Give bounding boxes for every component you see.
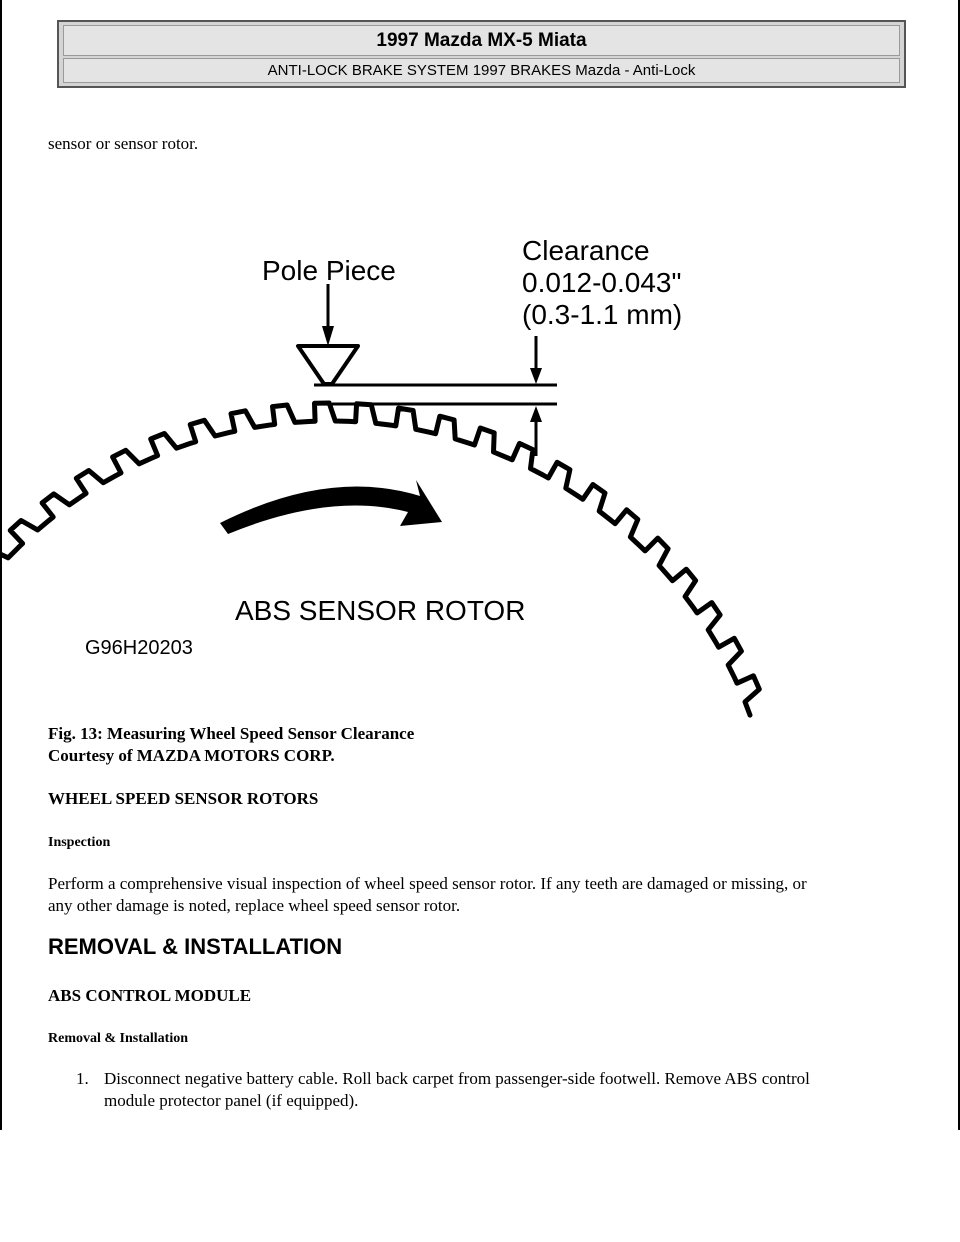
subsection-heading-removal: Removal & Installation: [48, 1031, 188, 1046]
header-title: 1997 Mazda MX-5 Miata: [376, 29, 587, 51]
pole-piece-arrowhead: [322, 326, 334, 346]
figure-sensor-clearance: [70, 228, 683, 668]
page-border-left: [0, 0, 2, 1130]
section-heading-abs-module: ABS CONTROL MODULE: [48, 986, 252, 1005]
inspection-text-line-2: any other damage is noted, replace wheel speed sensor rotor.: [48, 896, 461, 915]
label-figure-code: G96H20203: [85, 637, 193, 659]
label-clearance: Clearance: [522, 235, 650, 266]
step-1-line-2: module protector panel (if equipped).: [104, 1091, 359, 1110]
header-subtitle-bar: [63, 58, 900, 83]
page-header: [57, 20, 906, 88]
figure-diagram: [70, 228, 683, 668]
step-1-line-1: Disconnect negative battery cable. Roll back carpet from passenger-side footwell. Remove ABS control: [104, 1069, 810, 1088]
clearance-arrowhead-down: [530, 368, 542, 384]
pole-piece-shape: [298, 346, 358, 384]
rotor-teeth: [0, 403, 759, 715]
inspection-text-line-1: Perform a comprehensive visual inspection of wheel speed sensor rotor. If any teeth are damaged or missing, or: [48, 874, 807, 893]
intro-fragment: sensor or sensor rotor.: [48, 134, 199, 153]
subsection-heading-inspection: Inspection: [48, 835, 111, 850]
label-abs-sensor-rotor: ABS SENSOR ROTOR: [235, 595, 526, 626]
step-1-number: 1.: [76, 1069, 89, 1088]
header-title-bar: [63, 25, 900, 56]
figure-courtesy: Courtesy of MAZDA MOTORS CORP.: [48, 746, 335, 765]
label-clearance-mm: (0.3-1.1 mm): [522, 299, 683, 330]
section-heading-removal: REMOVAL & INSTALLATION: [48, 934, 343, 959]
header-subtitle: ANTI-LOCK BRAKE SYSTEM 1997 BRAKES Mazda - Anti-Lock: [267, 62, 696, 79]
section-heading-rotors: WHEEL SPEED SENSOR ROTORS: [48, 789, 319, 808]
label-pole-piece: Pole Piece: [262, 255, 396, 286]
clearance-arrowhead-up: [530, 406, 542, 422]
figure-caption: Fig. 13: Measuring Wheel Speed Sensor Clearance: [48, 724, 415, 743]
label-clearance-in: 0.012-0.043": [522, 267, 682, 298]
rotation-arrow: [220, 480, 442, 534]
